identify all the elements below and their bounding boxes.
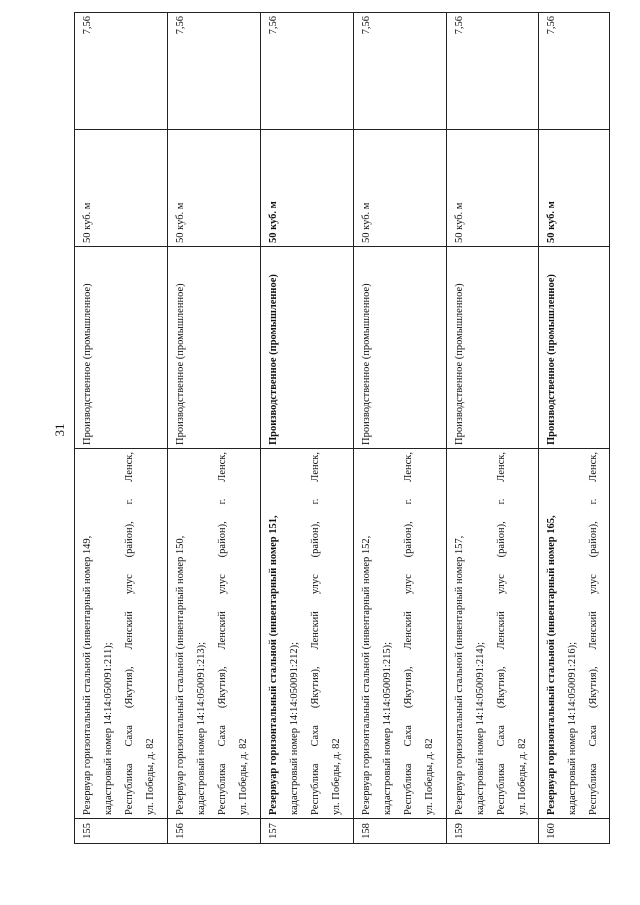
description-line: кадастровый номер 14:14:050091:211);	[103, 642, 114, 815]
value-cell-text: 7,56	[174, 16, 186, 35]
property-table	[74, 12, 610, 844]
value-cell	[167, 13, 260, 130]
row-number-cell-text: 160	[546, 823, 558, 839]
description-cell	[446, 449, 539, 819]
volume-cell-text: 50 куб. м	[174, 202, 186, 243]
volume-cell	[539, 130, 610, 247]
description-line: Резервуар горизонтальный стальной (инвентарный номер 157,	[453, 535, 465, 815]
table-row	[539, 13, 610, 844]
description-line: кадастровый номер 14:14:050091:215);	[381, 641, 393, 815]
page-number: 31	[52, 423, 67, 437]
description-line: Республика Саха (Якутия), Ленский улус (район), г. Ленск,	[216, 452, 228, 815]
description-line: ул. Победы, д. 82	[516, 738, 528, 815]
value-cell	[75, 13, 168, 130]
row-number-cell	[75, 819, 168, 844]
description-line: ул. Победы, д. 82	[145, 738, 156, 815]
row-number-cell-text: 157	[267, 823, 279, 839]
description-cell	[539, 449, 610, 819]
description-line: Резервуар горизонтальный стальной (инвентарный номер 150,	[174, 535, 186, 815]
purpose-cell-text: Производственное (промышленное)	[453, 283, 465, 445]
table-row	[260, 13, 353, 844]
description-line: Республика Саха (Якутия), Ленский улус (район), г. Ленск,	[309, 452, 321, 815]
volume-cell	[353, 130, 446, 247]
volume-cell-text: 50 куб. м	[360, 202, 372, 243]
value-cell	[446, 13, 539, 130]
row-number-cell	[539, 819, 610, 844]
volume-cell	[446, 130, 539, 247]
row-number-cell-text: 155	[82, 823, 93, 839]
table-row	[75, 13, 168, 844]
description-line: Резервуар горизонтальный стальной (инвентарный номер 149,	[82, 535, 93, 815]
description-cell	[75, 449, 168, 819]
value-cell-text: 7,56	[360, 16, 372, 35]
volume-cell	[75, 130, 168, 247]
purpose-cell	[353, 247, 446, 449]
purpose-cell	[167, 247, 260, 449]
description-line: кадастровый номер 14:14:050091:216);	[567, 641, 579, 815]
volume-cell	[167, 130, 260, 247]
value-cell	[260, 13, 353, 130]
table-row	[446, 13, 539, 844]
volume-cell-text: 50 куб. м	[453, 202, 465, 243]
value-cell-text: 7,56	[453, 16, 465, 35]
value-cell-text: 7,56	[82, 16, 93, 35]
volume-cell-text: 50 куб. м	[82, 202, 93, 243]
table-row	[353, 13, 446, 844]
volume-cell	[260, 130, 353, 247]
table-row	[167, 13, 260, 844]
purpose-cell-text: Производственное (промышленное)	[82, 283, 93, 445]
description-line: кадастровый номер 14:14:050091:213);	[195, 641, 207, 815]
volume-cell-text: 50 куб. м	[546, 201, 558, 243]
description-line: Республика Саха (Якутия), Ленский улус (район), г. Ленск,	[495, 452, 507, 815]
purpose-cell	[75, 247, 168, 449]
row-number-cell-text: 158	[360, 823, 372, 839]
value-cell-text: 7,56	[546, 16, 558, 35]
description-line: Резервуар горизонтальный стальной (инвентарный номер 165,	[546, 515, 558, 815]
row-number-cell	[167, 819, 260, 844]
row-number-cell-text: 156	[174, 823, 186, 839]
value-cell	[353, 13, 446, 130]
description-line: Резервуар горизонтальный стальной (инвентарный номер 152,	[360, 535, 372, 815]
description-line: ул. Победы, д. 82	[330, 738, 342, 815]
description-cell	[353, 449, 446, 819]
description-line: Республика Саха (Якутия), Ленский улус (район), г. Ленск,	[124, 452, 135, 815]
purpose-cell-text: Производственное (промышленное)	[267, 274, 279, 445]
rotated-table-container	[74, 16, 610, 844]
purpose-cell	[539, 247, 610, 449]
purpose-cell	[446, 247, 539, 449]
volume-cell-text: 50 куб. м	[267, 201, 279, 243]
description-line: Республика Саха (Якутия), Ленский улус (район), г. Ленск,	[588, 452, 600, 815]
row-number-cell	[446, 819, 539, 844]
row-number-cell	[260, 819, 353, 844]
row-number-cell-text: 159	[453, 823, 465, 839]
description-line: Республика Саха (Якутия), Ленский улус (район), г. Ленск,	[402, 452, 414, 815]
description-line: ул. Победы, д. 82	[423, 738, 435, 815]
purpose-cell-text: Производственное (промышленное)	[174, 283, 186, 445]
description-line: ул. Победы, д. 82	[237, 738, 249, 815]
purpose-cell-text: Производственное (промышленное)	[360, 283, 372, 445]
value-cell	[539, 13, 610, 130]
purpose-cell	[260, 247, 353, 449]
description-cell	[167, 449, 260, 819]
description-line: кадастровый номер 14:14:050091:214);	[474, 641, 486, 815]
value-cell-text: 7,56	[267, 16, 279, 35]
purpose-cell-text: Производственное (промышленное)	[546, 274, 558, 445]
description-cell	[260, 449, 353, 819]
row-number-cell	[353, 819, 446, 844]
description-line: Резервуар горизонтальный стальной (инвентарный номер 151,	[267, 515, 279, 815]
description-line: кадастровый номер 14:14:050091:212);	[288, 641, 300, 815]
